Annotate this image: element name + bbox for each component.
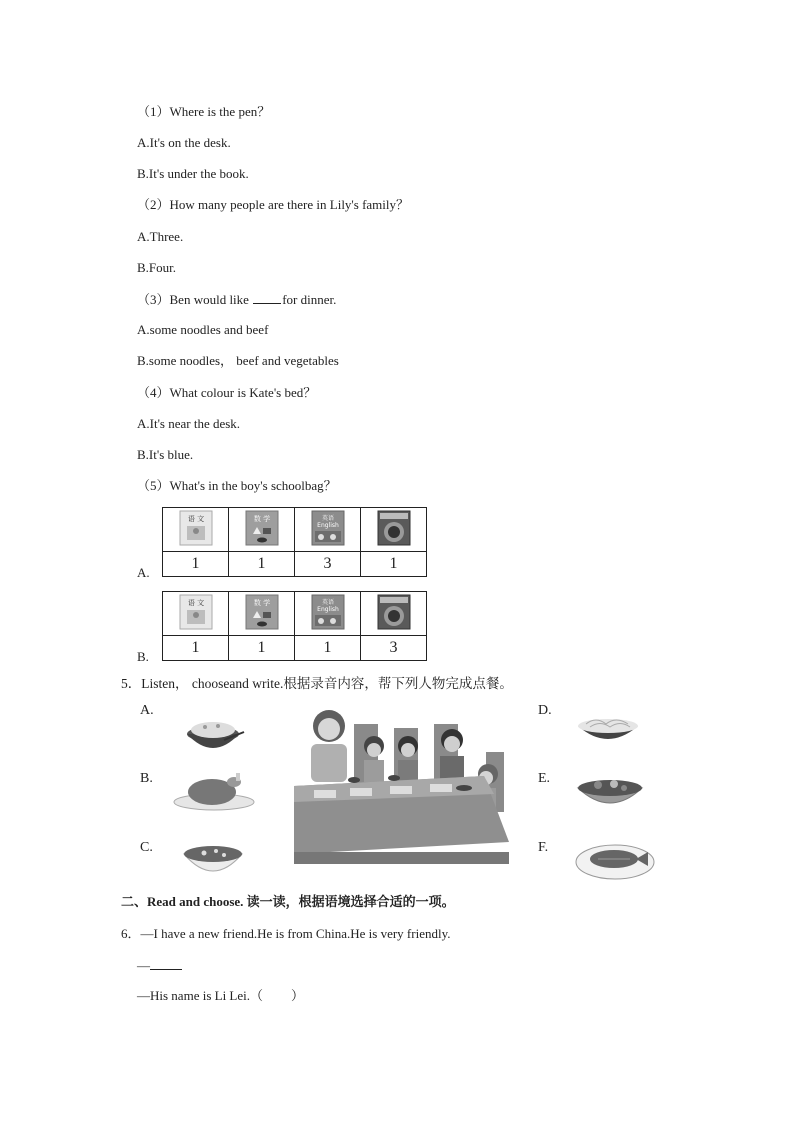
food-label-f[interactable]: F. — [538, 840, 549, 855]
question-6-line-2 — [137, 957, 182, 974]
svg-text:English: English — [316, 606, 339, 613]
count-cell: 3 — [295, 552, 361, 577]
question-3-stem-before: （3）Ben would like — [137, 292, 253, 307]
question-5-option-b-label[interactable]: B. — [137, 649, 149, 664]
count-cell: 3 — [361, 636, 427, 661]
close-paren: ） — [291, 988, 305, 1003]
answer-blank[interactable] — [253, 291, 281, 304]
question-1-option-b[interactable]: B.It's under the book. — [137, 166, 249, 181]
count-cell: 1 — [229, 636, 295, 661]
soup-bowl-icon[interactable] — [182, 838, 244, 885]
question-6-sentence: —His name is Li Lei.（ — [137, 988, 264, 1003]
question-2-stem: （2）How many people are there in Lily's family？ — [137, 197, 410, 212]
english-book-icon — [311, 594, 345, 630]
svg-text:English: English — [316, 522, 339, 529]
storybook-icon — [377, 594, 411, 630]
fish-plate-icon[interactable] — [574, 838, 656, 887]
dash: — — [137, 958, 150, 973]
question-3-option-b[interactable]: B.some noodles， beef and vegetables — [137, 353, 339, 368]
question-1-option-a[interactable]: A.It's on the desk. — [137, 135, 231, 150]
count-cell: 1 — [163, 636, 229, 661]
count-cell: 1 — [361, 552, 427, 577]
english-book-icon — [311, 510, 345, 546]
vegetables-bowl-icon[interactable] — [574, 772, 646, 817]
storybook-icon — [377, 510, 411, 546]
question-2-option-a[interactable]: A.Three. — [137, 229, 184, 244]
question-4-option-b[interactable]: B.It's blue. — [137, 447, 194, 462]
roast-chicken-icon[interactable] — [172, 770, 256, 817]
svg-text:英语: 英语 — [321, 515, 334, 522]
count-cell: 1 — [295, 636, 361, 661]
svg-text:英语: 英语 — [321, 599, 334, 606]
math-book-icon — [245, 510, 279, 546]
answer-blank[interactable] — [150, 957, 182, 970]
question-3-stem — [137, 291, 336, 308]
count-cell: 1 — [229, 552, 295, 577]
question-4-option-a[interactable]: A.It's near the desk. — [137, 416, 241, 431]
food-label-b[interactable]: B. — [140, 771, 153, 786]
noodles-bowl-icon[interactable] — [576, 710, 640, 749]
math-book-icon — [245, 594, 279, 630]
food-label-a[interactable]: A. — [140, 703, 154, 718]
svg-text:语 文: 语 文 — [187, 515, 204, 523]
count-cell: 1 — [163, 552, 229, 577]
svg-text:语 文: 语 文 — [187, 599, 204, 607]
question-2-option-b[interactable]: B.Four. — [137, 260, 177, 275]
svg-text:数 学: 数 学 — [253, 599, 270, 607]
question-4-stem: （4）What colour is Kate's bed？ — [137, 385, 317, 400]
question-5-stem: （5）What's in the boy's schoolbag？ — [137, 478, 337, 493]
family-dinner-icon — [294, 702, 509, 869]
svg-text:数 学: 数 学 — [253, 515, 270, 523]
chinese-book-icon — [179, 594, 213, 630]
rice-bowl-icon[interactable] — [180, 710, 246, 761]
food-label-c[interactable]: C. — [140, 840, 153, 855]
question-6-line-3 — [137, 988, 304, 1004]
chinese-book-icon — [179, 510, 213, 546]
food-label-e[interactable]: E. — [538, 771, 551, 786]
question-5-option-a-label[interactable]: A. — [137, 565, 150, 580]
question-3-stem-after: for dinner. — [282, 292, 337, 307]
section-5-heading: 5．Listen， chooseand write.根据录音内容，帮下列人物完成点餐。 — [121, 676, 513, 691]
part-2-heading: 二、Read and choose. 读一读，根据语境选择合适的一项。 — [121, 894, 455, 909]
question-3-option-a[interactable]: A.some noodles and beef — [137, 322, 269, 337]
option-a-books-table — [162, 507, 427, 577]
food-label-d[interactable]: D. — [538, 703, 552, 718]
question-6-line-1: 6．—I have a new friend.He is from China.He is very friendly. — [121, 926, 451, 941]
option-b-books-table — [162, 591, 427, 661]
question-1-stem: （1）Where is the pen？ — [137, 104, 271, 119]
